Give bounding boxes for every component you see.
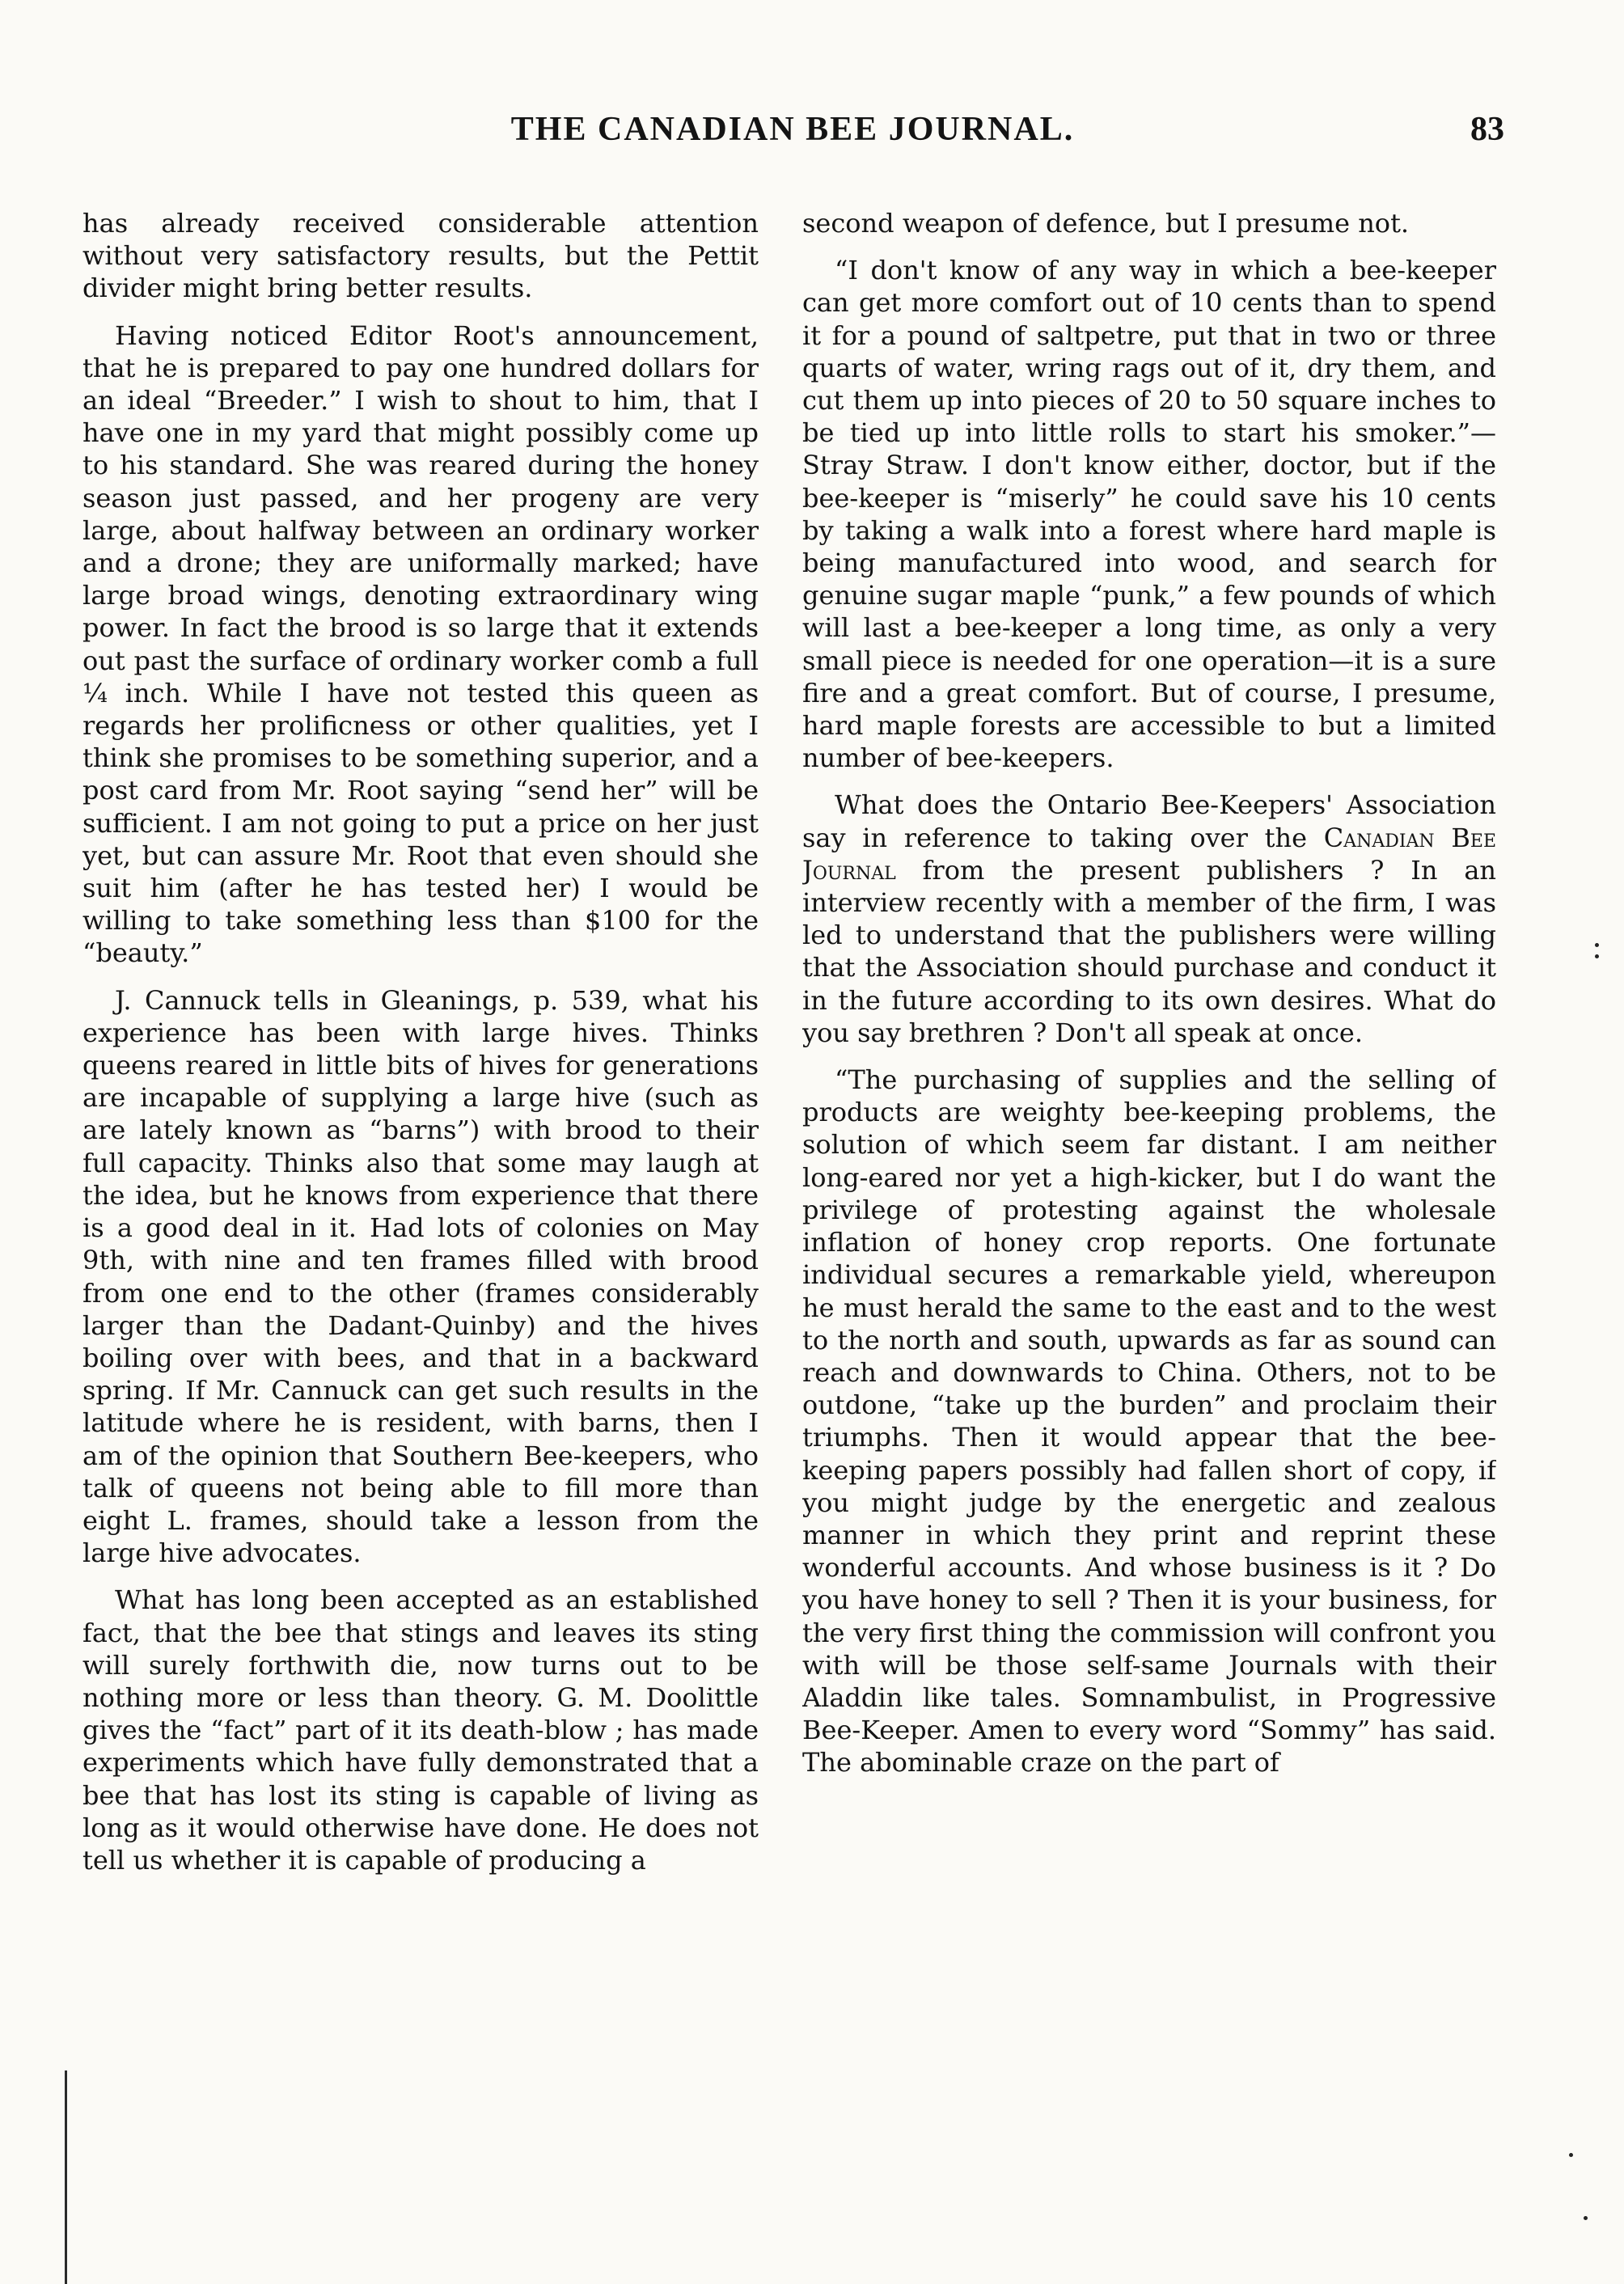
left-column xyxy=(82,207,759,2245)
scan-speck xyxy=(1584,2216,1588,2220)
paragraph: second weapon of defence, but I presume not. xyxy=(802,208,1410,239)
scan-speck xyxy=(1569,2153,1573,2157)
text-run: from the present publishers ? In an interview recently with a member of the firm, I was led to understand that the publishers were willing that the Association should purchase and conduct it in the future according to its own desires. What do you say brethren ? Don't all speak at once. xyxy=(802,854,1496,1048)
paragraph: J. Cannuck tells in Gleanings, p. 539, what his experience has been with large hives. Thinks queens reared in little bits of hives for generations are incapable of supplying a large hive (such as are lately known as “barns”) with brood to their full capacity. Thinks also that some may laugh at the idea, but he knows from experience that there is a good deal in it. Had lots of colonies on May 9th, with nine and ten frames filled with brood from one end to the other (frames considerably larger than the Dadant-Quinby) and the hives boiling over with bees, and that in a backward spring. If Mr. Cannuck can get such results in the latitude where he is resident, with barns, then I am of the opinion that Southern Bee-keepers, who talk of queens not being able to fill more than eight L. frames, should take a lesson from the large hive advocates. xyxy=(82,984,759,1569)
paragraph: “The purchasing of supplies and the selling of products are weighty bee-keeping problems, the solution of which seem far distant. I am neither long-eared nor yet a high-kicker, but I do want the privilege of protesting against the wholesale inflation of honey crop reports. One fortunate individual secures a remarkable yield, whereupon he must herald the same to the east and to the west to the north and south, upwards as far as sound can reach and downwards to China. Others, not to be outdone, “take up the burden” and proclaim their triumphs. Then it would appear that the bee-keeping papers possibly had fallen short of copy, if you might judge by the energetic and zealous manner in which they print and reprint these wonderful accounts. And whose business is it ? Do you have honey to sell ? Then it is your business, for the very first thing the commission will confront you with will be those self-same Journals with their Aladdin like tales. Somnambulist, in Progressive Bee-Keeper. Amen to every word “Sommy” has said. The abominable craze on the part of xyxy=(802,1064,1496,1779)
page-number: 83 xyxy=(1470,111,1504,148)
text-run: What does the Ontario Bee-Keepers' Association say in reference to taking over the xyxy=(802,789,1496,853)
running-header xyxy=(81,110,1504,175)
scan-margin-mark xyxy=(65,2070,67,2284)
journal-name: Canadian Bee Journal xyxy=(802,822,1496,886)
paragraph: “I don't know of any way in which a bee-keeper can get more comfort out of 10 cents than to spend it for a pound of saltpetre, put that in two or three quarts of water, wring rags out of it, dry them, and cut them up into pieces of 20 to 50 square inches to be tied up into little rolls to start his smoker.”—Stray Straw. I don't know either, doctor, but if the bee-keeper is “miserly” he could save his 10 cents by taking a walk into a forest where hard maple is being manufactured into wood, and search for genuine sugar maple “punk,” a few pounds of which will last a bee-keeper a long time, as only a very small piece is needed for one operation—it is a sure fire and a great comfort. But of course, I presume, hard maple forests are accessible to but a limited number of bee-keepers. xyxy=(802,255,1496,774)
scan-speck xyxy=(1595,943,1599,947)
paragraph xyxy=(802,789,1496,1049)
paragraph: Having noticed Editor Root's announcement, that he is prepared to pay one hundred dollars for an ideal “Breeder.” I wish to shout to him, that I have one in my yard that might possibly come up to his standard. She was reared during the honey season just passed, and her progeny are very large, about halfway between an ordinary worker and a drone; they are uniformally marked; have large broad wings, denoting extraordinary wing power. In fact the brood is so large that it extends out past the surface of ordinary worker comb a full ¼ inch. While I have not tested this queen as regards her prolificness or other qualities, yet I think she promises to be something superior, and a post card from Mr. Root saying “send her” will be sufficient. I am not going to put a price on her just yet, but can assure Mr. Root that even should she suit him (after he has tested her) I would be willing to take something less than $100 for the “beauty.” xyxy=(82,319,759,969)
paragraph: has already received considerable attention without very satisfactory results, but the Pettit divider might bring better results. xyxy=(82,208,759,304)
journal-title: THE CANADIAN BEE JOURNAL. xyxy=(510,111,1075,148)
paragraph: What has long been accepted as an established fact, that the bee that stings and leaves its sting will surely forthwith die, now turns out to be nothing more or less than theory. G. M. Doolittle gives the “fact” part of it its death-blow ; has made experiments which have fully demonstrated that a bee that has lost its sting is capable of living as long as it would otherwise have done. He does not tell us whether it is capable of producing a xyxy=(82,1584,759,1876)
right-column xyxy=(802,207,1496,2245)
scan-speck xyxy=(1595,954,1599,958)
